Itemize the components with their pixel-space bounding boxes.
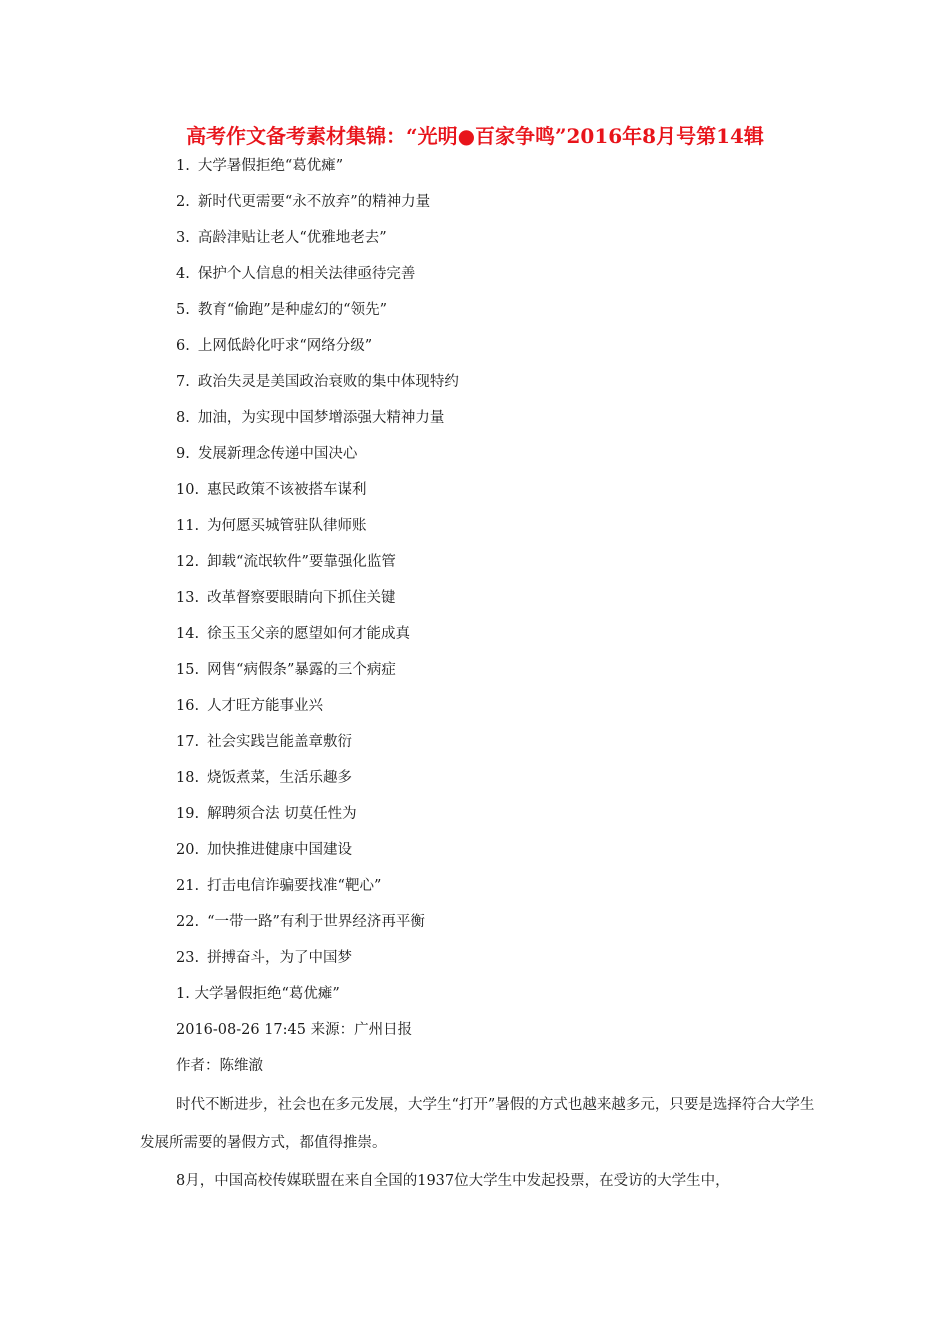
toc-number: 12. [176, 554, 200, 570]
toc-text: 上网低龄化吁求“网络分级” [197, 338, 373, 354]
toc-text: 高龄津贴让老人“优雅地老去” [197, 230, 387, 246]
toc-text: 烧饭煮菜，生活乐趣多 [207, 770, 353, 786]
toc-number: 19. [176, 806, 200, 822]
article-paragraph: 8月，中国高校传媒联盟在来自全国的1937位大学生中发起投票，在受访的大学生中， [176, 1173, 730, 1189]
toc-item [176, 220, 459, 256]
table-of-contents [176, 148, 459, 976]
toc-item [176, 940, 459, 976]
article-heading: 1. 大学暑假拒绝“葛优瘫” [176, 986, 340, 1002]
article-author: 作者：陈维澈 [176, 1058, 263, 1074]
toc-item [176, 508, 459, 544]
toc-item [176, 544, 459, 580]
toc-number: 13. [176, 590, 200, 606]
toc-number: 15. [176, 662, 200, 678]
toc-text: 保护个人信息的相关法律亟待完善 [197, 266, 416, 282]
toc-number: 8. [176, 410, 190, 426]
toc-number: 20. [176, 842, 200, 858]
toc-text: 加油，为实现中国梦增添强大精神力量 [197, 410, 445, 426]
toc-text: 解聘须合法 切莫任性为 [207, 806, 357, 822]
document-title: 高考作文备考素材集锦：“光明●百家争鸣”2016年8月号第14辑 [186, 124, 764, 148]
toc-text: “一带一路”有利于世界经济再平衡 [207, 914, 425, 930]
toc-number: 9. [176, 446, 190, 462]
toc-item [176, 652, 459, 688]
article-meta: 2016-08-26 17:45 来源：广州日报 [176, 1022, 413, 1038]
toc-number: 3. [176, 230, 190, 246]
toc-text: 网售“病假条”暴露的三个病症 [207, 662, 396, 678]
toc-item [176, 796, 459, 832]
article-paragraph: 时代不断进步，社会也在多元发展，大学生“打开”暑假的方式也越来越多元，只要是选择符合大学生发展所需要的暑假方式，都值得推崇。 [140, 1097, 815, 1151]
toc-text: 为何愿买城管驻队律师账 [207, 518, 367, 534]
toc-item [176, 868, 459, 904]
toc-number: 10. [176, 482, 200, 498]
toc-number: 11. [176, 518, 200, 534]
toc-item [176, 472, 459, 508]
toc-item [176, 400, 459, 436]
toc-number: 6. [176, 338, 190, 354]
toc-number: 5. [176, 302, 190, 318]
toc-text: 人才旺方能事业兴 [207, 698, 324, 714]
toc-number: 21. [176, 878, 200, 894]
toc-number: 4. [176, 266, 190, 282]
toc-item [176, 904, 459, 940]
toc-number: 14. [176, 626, 200, 642]
toc-item [176, 292, 459, 328]
toc-item [176, 724, 459, 760]
toc-text: 拼搏奋斗，为了中国梦 [207, 950, 353, 966]
toc-text: 惠民政策不该被搭车谋利 [207, 482, 367, 498]
toc-item [176, 148, 459, 184]
toc-number: 18. [176, 770, 200, 786]
toc-text: 大学暑假拒绝“葛优瘫” [197, 158, 344, 174]
toc-text: 加快推进健康中国建设 [207, 842, 353, 858]
toc-item [176, 616, 459, 652]
toc-number: 1. [176, 158, 190, 174]
toc-number: 23. [176, 950, 200, 966]
toc-text: 发展新理念传递中国决心 [197, 446, 358, 462]
toc-text: 徐玉玉父亲的愿望如何才能成真 [207, 626, 411, 642]
toc-text: 教育“偷跑”是种虚幻的“领先” [197, 302, 387, 318]
toc-text: 改革督察要眼睛向下抓住关键 [207, 590, 396, 606]
toc-item [176, 760, 459, 796]
toc-text: 社会实践岂能盖章敷衍 [207, 734, 353, 750]
toc-item [176, 364, 459, 400]
toc-number: 7. [176, 374, 190, 390]
toc-number: 2. [176, 194, 190, 210]
toc-number: 16. [176, 698, 200, 714]
toc-number: 17. [176, 734, 200, 750]
article-section [140, 976, 820, 1200]
toc-text: 新时代更需要“永不放弃”的精神力量 [197, 194, 431, 210]
toc-item [176, 436, 459, 472]
toc-text: 政治失灵是美国政治衰败的集中体现特约 [197, 374, 459, 390]
toc-item [176, 256, 459, 292]
toc-number: 22. [176, 914, 200, 930]
toc-item [176, 832, 459, 868]
toc-text: 卸载“流氓软件”要靠强化监管 [207, 554, 396, 570]
toc-item [176, 328, 459, 364]
toc-item [176, 688, 459, 724]
toc-item [176, 580, 459, 616]
toc-item [176, 184, 459, 220]
toc-text: 打击电信诈骗要找准“靶心” [207, 878, 382, 894]
